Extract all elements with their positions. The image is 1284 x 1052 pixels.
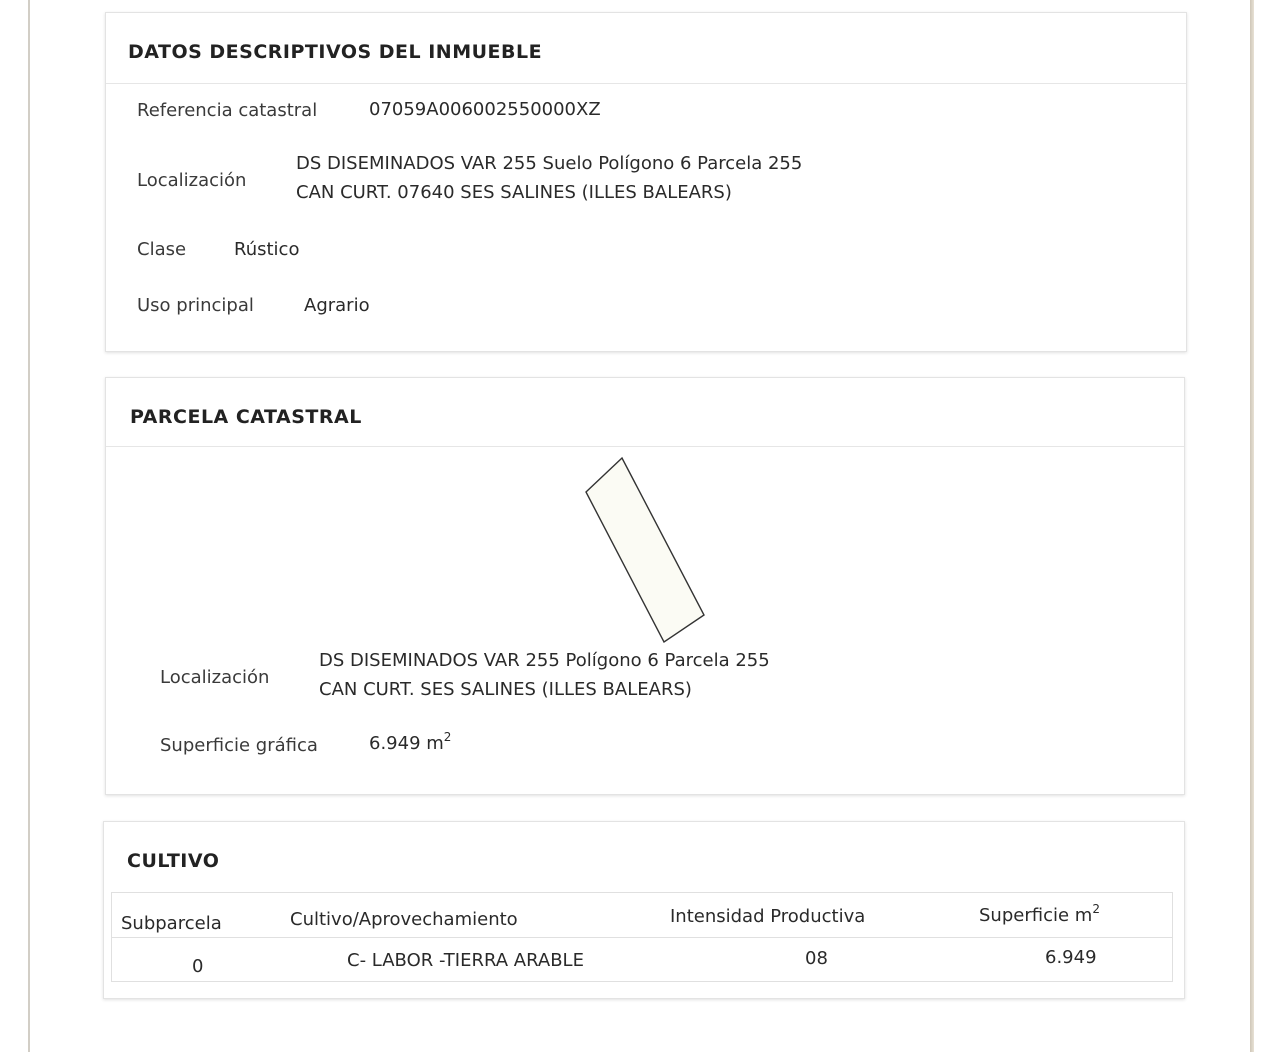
uso-label: Uso principal [137, 295, 254, 316]
cultivo-panel [103, 821, 1185, 999]
localizacion-line1: DS DISEMINADOS VAR 255 Suelo Polígono 6 Parcela 255 [296, 153, 803, 174]
col-header-cultivo: Cultivo/Aprovechamiento [290, 909, 518, 930]
col-header-superficie-text: Superficie m [979, 905, 1093, 926]
table-header-divider [112, 937, 1172, 938]
cell-cultivo: C- LABOR -TIERRA ARABLE [347, 950, 584, 971]
cultivo-table [111, 892, 1173, 982]
parcel-shape [576, 448, 716, 648]
parcela-localizacion-label: Localización [160, 667, 270, 688]
col-header-intensidad: Intensidad Productiva [670, 906, 866, 927]
datos-descriptivos-panel [105, 12, 1187, 352]
superficie-grafica-label: Superficie gráfica [160, 735, 318, 756]
clase-value: Rústico [234, 239, 300, 260]
parcela-divider [106, 446, 1184, 447]
cell-superficie: 6.949 [1045, 947, 1097, 968]
cultivo-title: CULTIVO [127, 850, 220, 872]
cell-subparcela: 0 [192, 956, 204, 977]
superficie-grafica-exponent: 2 [443, 730, 452, 744]
page-edge-right [1250, 0, 1254, 1052]
datos-divider [106, 83, 1186, 84]
localizacion-line2: CAN CURT. 07640 SES SALINES (ILLES BALEARS) [296, 182, 732, 203]
referencia-value: 07059A006002550000XZ [369, 99, 601, 120]
localizacion-label: Localización [137, 170, 247, 191]
cell-intensidad: 08 [805, 948, 828, 969]
superficie-grafica-value [369, 729, 451, 758]
uso-value: Agrario [304, 295, 370, 316]
parcel-outline [586, 458, 704, 642]
parcela-catastral-panel [105, 377, 1185, 795]
col-header-subparcela: Subparcela [121, 913, 222, 934]
superficie-grafica-number: 6.949 m [369, 733, 444, 754]
clase-label: Clase [137, 239, 187, 260]
parcela-localizacion-line2: CAN CURT. SES SALINES (ILLES BALEARS) [319, 679, 692, 700]
referencia-label: Referencia catastral [137, 100, 318, 121]
parcela-localizacion-line1: DS DISEMINADOS VAR 255 Polígono 6 Parcela 255 [319, 650, 770, 671]
datos-descriptivos-title: DATOS DESCRIPTIVOS DEL INMUEBLE [128, 41, 543, 63]
col-header-superficie-exponent: 2 [1092, 902, 1100, 916]
col-header-superficie [979, 902, 1100, 926]
parcela-catastral-title: PARCELA CATASTRAL [130, 406, 362, 428]
page-edge-left [28, 0, 30, 1052]
